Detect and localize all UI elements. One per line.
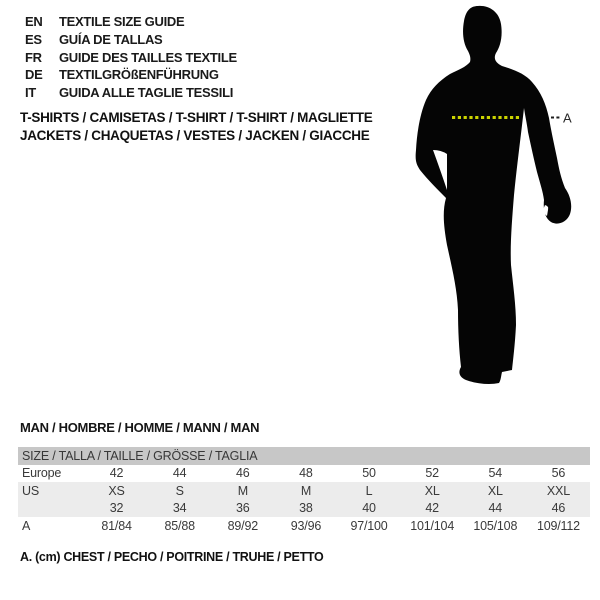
table-row-us-numbers — [18, 500, 590, 518]
table-cell: 44 — [148, 465, 211, 483]
language-code: FR — [25, 49, 42, 65]
table-cell: 40 — [338, 500, 401, 518]
row-label — [18, 500, 85, 518]
row-label: A — [18, 517, 85, 535]
table-cell: 56 — [527, 465, 590, 483]
table-header-row — [18, 447, 590, 465]
language-list — [25, 13, 237, 101]
table-cell: 38 — [274, 500, 337, 518]
table-cell: 34 — [148, 500, 211, 518]
product-types-line1: T-SHIRTS / CAMISETAS / T-SHIRT / T-SHIRT / MAGLIETTE — [20, 110, 373, 125]
table-cell: XL — [464, 482, 527, 500]
table-cell: 81/84 — [85, 517, 148, 535]
language-label: TEXTILE SIZE GUIDE — [59, 14, 185, 30]
language-label: GUIDE DES TAILLES TEXTILE — [59, 49, 237, 65]
measurement-footnote: A. (cm) CHEST / PECHO / POITRINE / TRUHE / PETTO — [20, 550, 324, 564]
language-label: GUÍA DE TALLAS — [59, 32, 163, 48]
category-heading: MAN / HOMBRE / HOMME / MANN / MAN — [20, 420, 260, 435]
table-cell: 32 — [85, 500, 148, 518]
language-code: ES — [25, 32, 42, 48]
table-cell: 44 — [464, 500, 527, 518]
table-cell: 46 — [527, 500, 590, 518]
table-cell: 97/100 — [338, 517, 401, 535]
table-cell: 85/88 — [148, 517, 211, 535]
table-cell: 52 — [401, 465, 464, 483]
table-cell: 109/112 — [527, 517, 590, 535]
table-cell: XS — [85, 482, 148, 500]
row-label: Europe — [18, 465, 85, 483]
table-cell: M — [274, 482, 337, 500]
measure-label-a: A — [563, 110, 572, 126]
man-silhouette-svg — [410, 0, 580, 400]
table-cell: 46 — [211, 465, 274, 483]
language-item-it — [25, 84, 237, 102]
language-code: EN — [25, 14, 43, 30]
table-row-europe — [18, 465, 590, 483]
row-label: US — [18, 482, 85, 500]
table-cell: 93/96 — [274, 517, 337, 535]
language-code: DE — [25, 67, 43, 83]
table-cell: 105/108 — [464, 517, 527, 535]
language-code: IT — [25, 85, 36, 101]
table-cell: 48 — [274, 465, 337, 483]
table-cell: M — [211, 482, 274, 500]
product-types-line2: JACKETS / CHAQUETAS / VESTES / JACKEN / GIACCHE — [20, 128, 370, 143]
table-row-us-letters — [18, 482, 590, 500]
table-row-chest — [18, 517, 590, 535]
silhouette-figure — [410, 0, 580, 400]
product-types — [20, 109, 372, 145]
table-cell: S — [148, 482, 211, 500]
table-header-cell: SIZE / TALLA / TAILLE / GRÖSSE / TAGLIA — [18, 447, 590, 465]
language-item-fr — [25, 48, 237, 66]
language-item-es — [25, 31, 237, 49]
table-cell: 42 — [85, 465, 148, 483]
size-table — [18, 447, 590, 535]
table-cell: 50 — [338, 465, 401, 483]
language-item-de — [25, 66, 237, 84]
table-cell: XL — [401, 482, 464, 500]
table-cell: 54 — [464, 465, 527, 483]
table-cell: L — [338, 482, 401, 500]
table-cell: 101/104 — [401, 517, 464, 535]
table-cell: 42 — [401, 500, 464, 518]
table-cell: XXL — [527, 482, 590, 500]
language-label: TEXTILGRÖßENFÜHRUNG — [59, 67, 219, 83]
language-label: GUIDA ALLE TAGLIE TESSILI — [59, 85, 234, 101]
table-cell: 89/92 — [211, 517, 274, 535]
table-cell: 36 — [211, 500, 274, 518]
language-item-en — [25, 13, 237, 31]
man-silhouette-shape — [416, 6, 572, 384]
